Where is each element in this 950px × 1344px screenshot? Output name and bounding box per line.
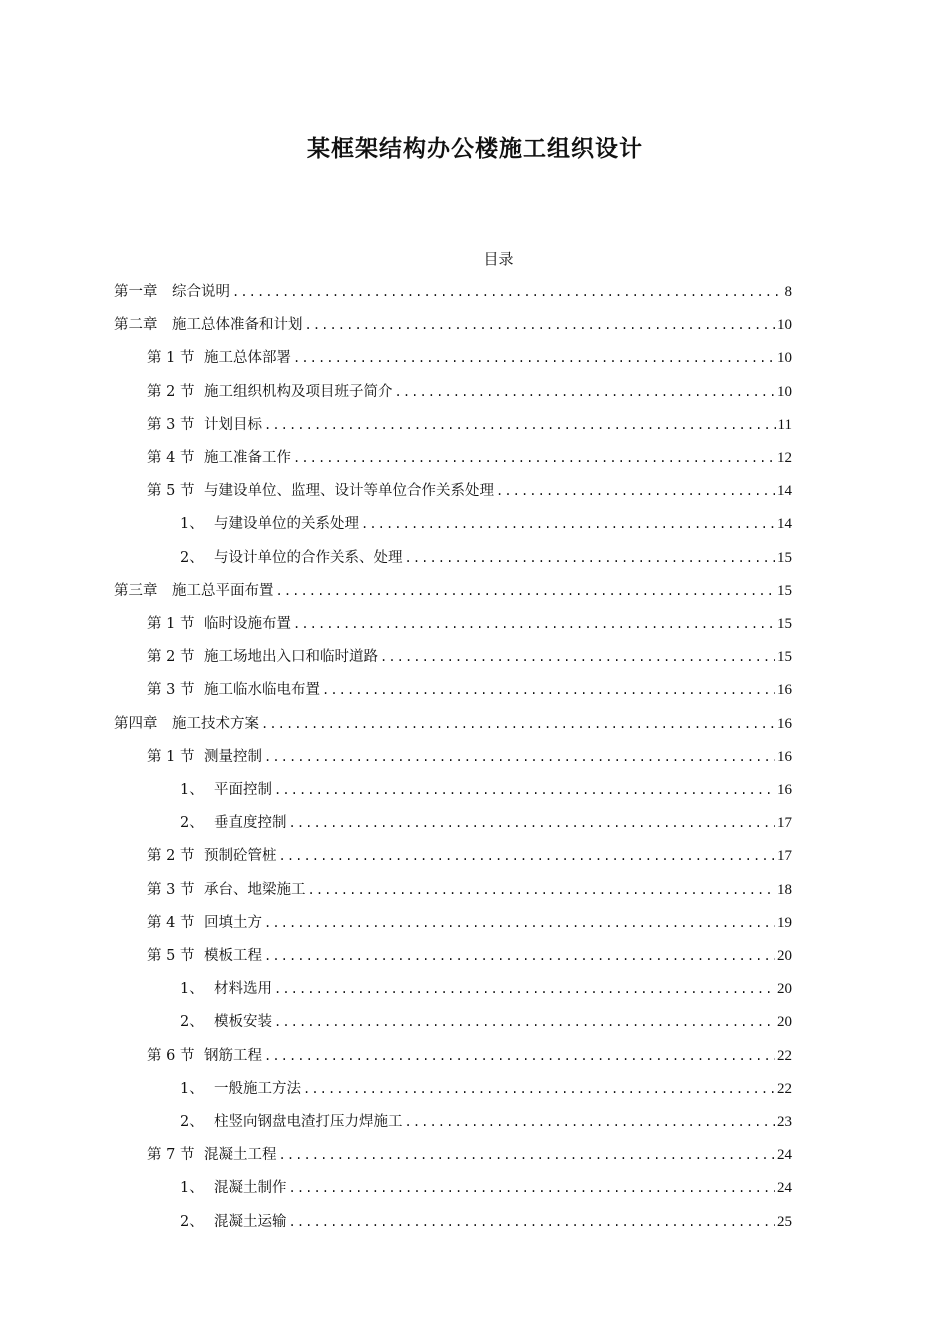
toc-entry-number: 1、 — [180, 782, 204, 798]
toc-entry-number: 1、 — [180, 516, 204, 533]
toc-entry-label: 施工准备工作 — [204, 450, 291, 466]
toc-leader-dots — [264, 409, 776, 442]
toc-entry-label: 施工技术方案 — [172, 715, 259, 732]
toc-leader-dots — [322, 674, 775, 707]
toc-entry-number: 第三章 — [114, 582, 158, 599]
toc-leader-dots — [261, 708, 775, 741]
toc-entry-label: 垂直度控制 — [214, 815, 287, 832]
toc-entry-page-number: 16 — [777, 782, 792, 798]
toc-entry[interactable] — [147, 940, 792, 973]
toc-entry[interactable] — [180, 1206, 792, 1239]
toc-entry-label: 预制砼管桩 — [204, 848, 277, 865]
toc-entry-label: 与建设单位、监理、设计等单位合作关系处理 — [204, 483, 494, 500]
toc-entry-page-number: 17 — [777, 815, 792, 832]
toc-entry[interactable] — [114, 708, 792, 741]
toc-entry-number: 第一章 — [114, 284, 158, 300]
toc-leader-dots — [293, 342, 775, 375]
toc-leader-dots — [276, 575, 776, 608]
toc-entry[interactable] — [180, 1006, 792, 1039]
toc-entry[interactable] — [180, 807, 792, 840]
toc-leader-dots — [274, 973, 775, 1006]
toc-entry-page-number: 15 — [777, 616, 792, 632]
toc-entry-page-number: 20 — [777, 1014, 792, 1031]
toc-entry-label: 承台、地梁施工 — [204, 881, 306, 898]
toc-entry-label: 钢筋工程 — [204, 1047, 262, 1064]
toc-leader-dots — [496, 475, 775, 508]
toc-leader-dots — [405, 542, 776, 575]
toc-entry-page-number: 20 — [777, 981, 792, 998]
toc-entry-number: 第 3 节 — [147, 416, 195, 433]
toc-entry-page-number: 10 — [777, 383, 792, 400]
toc-entry[interactable] — [147, 1139, 792, 1172]
toc-entry-label: 混凝土运输 — [214, 1213, 287, 1230]
toc-entry-number: 第 2 节 — [147, 649, 195, 666]
toc-entry-page-number: 23 — [777, 1114, 792, 1130]
toc-entry-number: 2、 — [180, 1114, 204, 1130]
toc-entry-page-number: 17 — [777, 848, 792, 865]
toc-entry[interactable] — [147, 907, 792, 940]
toc-entry-number: 第 1 节 — [147, 350, 195, 367]
toc-entry[interactable] — [114, 276, 792, 309]
toc-entry-number: 第 7 节 — [147, 1147, 195, 1164]
toc-entry-label: 计划目标 — [204, 416, 262, 433]
toc-entry-number: 1、 — [180, 1180, 204, 1197]
toc-entry-page-number: 15 — [777, 549, 792, 566]
toc-leader-dots — [289, 807, 776, 840]
toc-leader-dots — [264, 940, 775, 973]
toc-entry-label: 材料选用 — [214, 981, 272, 998]
toc-entry-label: 模板安装 — [214, 1014, 272, 1031]
toc-entry-page-number: 10 — [777, 317, 792, 334]
toc-entry-label: 柱竖向钢盘电渣打压力焊施工 — [214, 1114, 403, 1130]
toc-leader-dots — [293, 608, 775, 641]
toc-leader-dots — [293, 442, 775, 475]
toc-entry[interactable] — [180, 1106, 792, 1139]
toc-leader-dots — [264, 907, 775, 940]
toc-entry[interactable] — [147, 874, 792, 907]
toc-entry[interactable] — [180, 1172, 792, 1205]
toc-entry-number: 第 3 节 — [147, 881, 195, 898]
toc-entry-page-number: 11 — [777, 416, 792, 433]
toc-entry-label: 施工场地出入口和临时道路 — [204, 649, 378, 666]
toc-entry[interactable] — [147, 409, 792, 442]
toc-entry[interactable] — [114, 575, 792, 608]
toc-entry-label: 模板工程 — [204, 948, 262, 964]
toc-entry[interactable] — [147, 376, 792, 409]
toc-entry[interactable] — [114, 309, 792, 342]
toc-leader-dots — [395, 376, 776, 409]
toc-entry-page-number: 24 — [777, 1180, 792, 1197]
toc-entry-label: 与设计单位的合作关系、处理 — [214, 549, 403, 566]
toc-entry[interactable] — [147, 1040, 792, 1073]
toc-entry-page-number: 24 — [777, 1147, 792, 1164]
toc-entry-label: 混凝土制作 — [214, 1180, 287, 1197]
toc-entry-label: 混凝土工程 — [204, 1147, 277, 1164]
toc-entry-page-number: 19 — [777, 914, 792, 931]
toc-leader-dots — [279, 1139, 776, 1172]
toc-entry-number: 第 2 节 — [147, 383, 195, 400]
toc-entry[interactable] — [147, 741, 792, 774]
toc-entry-number: 2、 — [180, 549, 204, 566]
toc-entry-page-number: 16 — [777, 682, 792, 699]
toc-entry[interactable] — [147, 475, 792, 508]
toc-entry-page-number: 14 — [777, 483, 792, 500]
toc-leader-dots — [274, 774, 775, 807]
toc-entry-page-number: 14 — [777, 516, 792, 533]
toc-entry-label: 施工临水临电布置 — [204, 682, 320, 699]
toc-entry-number: 第 5 节 — [147, 948, 195, 964]
toc-entry-label: 回填土方 — [204, 914, 262, 931]
toc-entry[interactable] — [147, 641, 792, 674]
toc-entry-page-number: 20 — [777, 948, 792, 964]
toc-entry[interactable] — [147, 342, 792, 375]
toc-leader-dots — [264, 741, 775, 774]
toc-entry-label: 施工总平面布置 — [172, 582, 274, 599]
toc-entry-page-number: 25 — [777, 1213, 792, 1230]
document-title: 某框架结构办公楼施工组织设计 — [307, 135, 643, 162]
toc-entry-number: 第 4 节 — [147, 450, 195, 466]
toc-entry-page-number: 10 — [777, 350, 792, 367]
toc-leader-dots — [279, 840, 776, 873]
toc-entry-page-number: 18 — [777, 881, 792, 898]
toc-entry-label: 施工组织机构及项目班子简介 — [204, 383, 393, 400]
toc-entry[interactable] — [180, 774, 792, 807]
toc-entry-page-number: 15 — [777, 649, 792, 666]
toc-entry[interactable] — [180, 542, 792, 575]
toc-entry-label: 一般施工方法 — [214, 1080, 301, 1097]
toc-leader-dots — [305, 309, 776, 342]
toc-entry-number: 2、 — [180, 1213, 204, 1230]
toc-entry-label: 与建设单位的关系处理 — [214, 516, 359, 533]
toc-entry-page-number: 22 — [777, 1080, 792, 1097]
toc-entry-number: 第 2 节 — [147, 848, 195, 865]
toc-leader-dots — [361, 508, 775, 541]
toc-leader-dots — [289, 1172, 776, 1205]
toc-entry[interactable] — [147, 608, 792, 641]
toc-leader-dots — [380, 641, 775, 674]
toc-entry[interactable] — [147, 674, 792, 707]
toc-leader-dots — [274, 1006, 775, 1039]
toc-entry-number: 2、 — [180, 815, 204, 832]
toc-entry-number: 第 4 节 — [147, 914, 195, 931]
toc-leader-dots — [264, 1040, 775, 1073]
toc-leader-dots — [289, 1206, 776, 1239]
toc-entry[interactable] — [147, 442, 792, 475]
toc-entry-number: 第 6 节 — [147, 1047, 195, 1064]
toc-entry-label: 施工总体部署 — [204, 350, 291, 367]
toc-entry-number: 2、 — [180, 1014, 204, 1031]
toc-entry[interactable] — [180, 1073, 792, 1106]
toc-entry-number: 第 1 节 — [147, 616, 195, 632]
toc-entry-label: 综合说明 — [172, 284, 230, 300]
toc-entry-number: 第四章 — [114, 715, 158, 732]
toc-entry-page-number: 16 — [777, 715, 792, 732]
toc-leader-dots — [308, 874, 776, 907]
toc-leader-dots — [405, 1106, 776, 1139]
toc-entry-label: 测量控制 — [204, 748, 262, 765]
toc-entry-page-number: 22 — [777, 1047, 792, 1064]
toc-entry-page-number: 15 — [777, 582, 792, 599]
toc-entry-number: 1、 — [180, 1080, 204, 1097]
toc-entry-number: 第二章 — [114, 317, 158, 334]
toc-entry[interactable] — [180, 508, 792, 541]
toc-entry-number: 第 3 节 — [147, 682, 195, 699]
toc-leader-dots — [303, 1073, 775, 1106]
toc-entry[interactable] — [180, 973, 792, 1006]
toc-entry-page-number: 8 — [784, 284, 792, 300]
toc-entry-page-number: 12 — [777, 450, 792, 466]
toc-heading: 目录 — [483, 250, 514, 268]
toc-entry-label: 施工总体准备和计划 — [172, 317, 303, 334]
toc-leader-dots — [232, 276, 783, 309]
toc-entry[interactable] — [147, 840, 792, 873]
toc-entry-page-number: 16 — [777, 748, 792, 765]
toc-entry-number: 第 1 节 — [147, 748, 195, 765]
toc-entry-number: 1、 — [180, 981, 204, 998]
toc-entry-label: 平面控制 — [214, 782, 272, 798]
toc-entry-number: 第 5 节 — [147, 483, 195, 500]
toc-entry-label: 临时设施布置 — [204, 616, 291, 632]
